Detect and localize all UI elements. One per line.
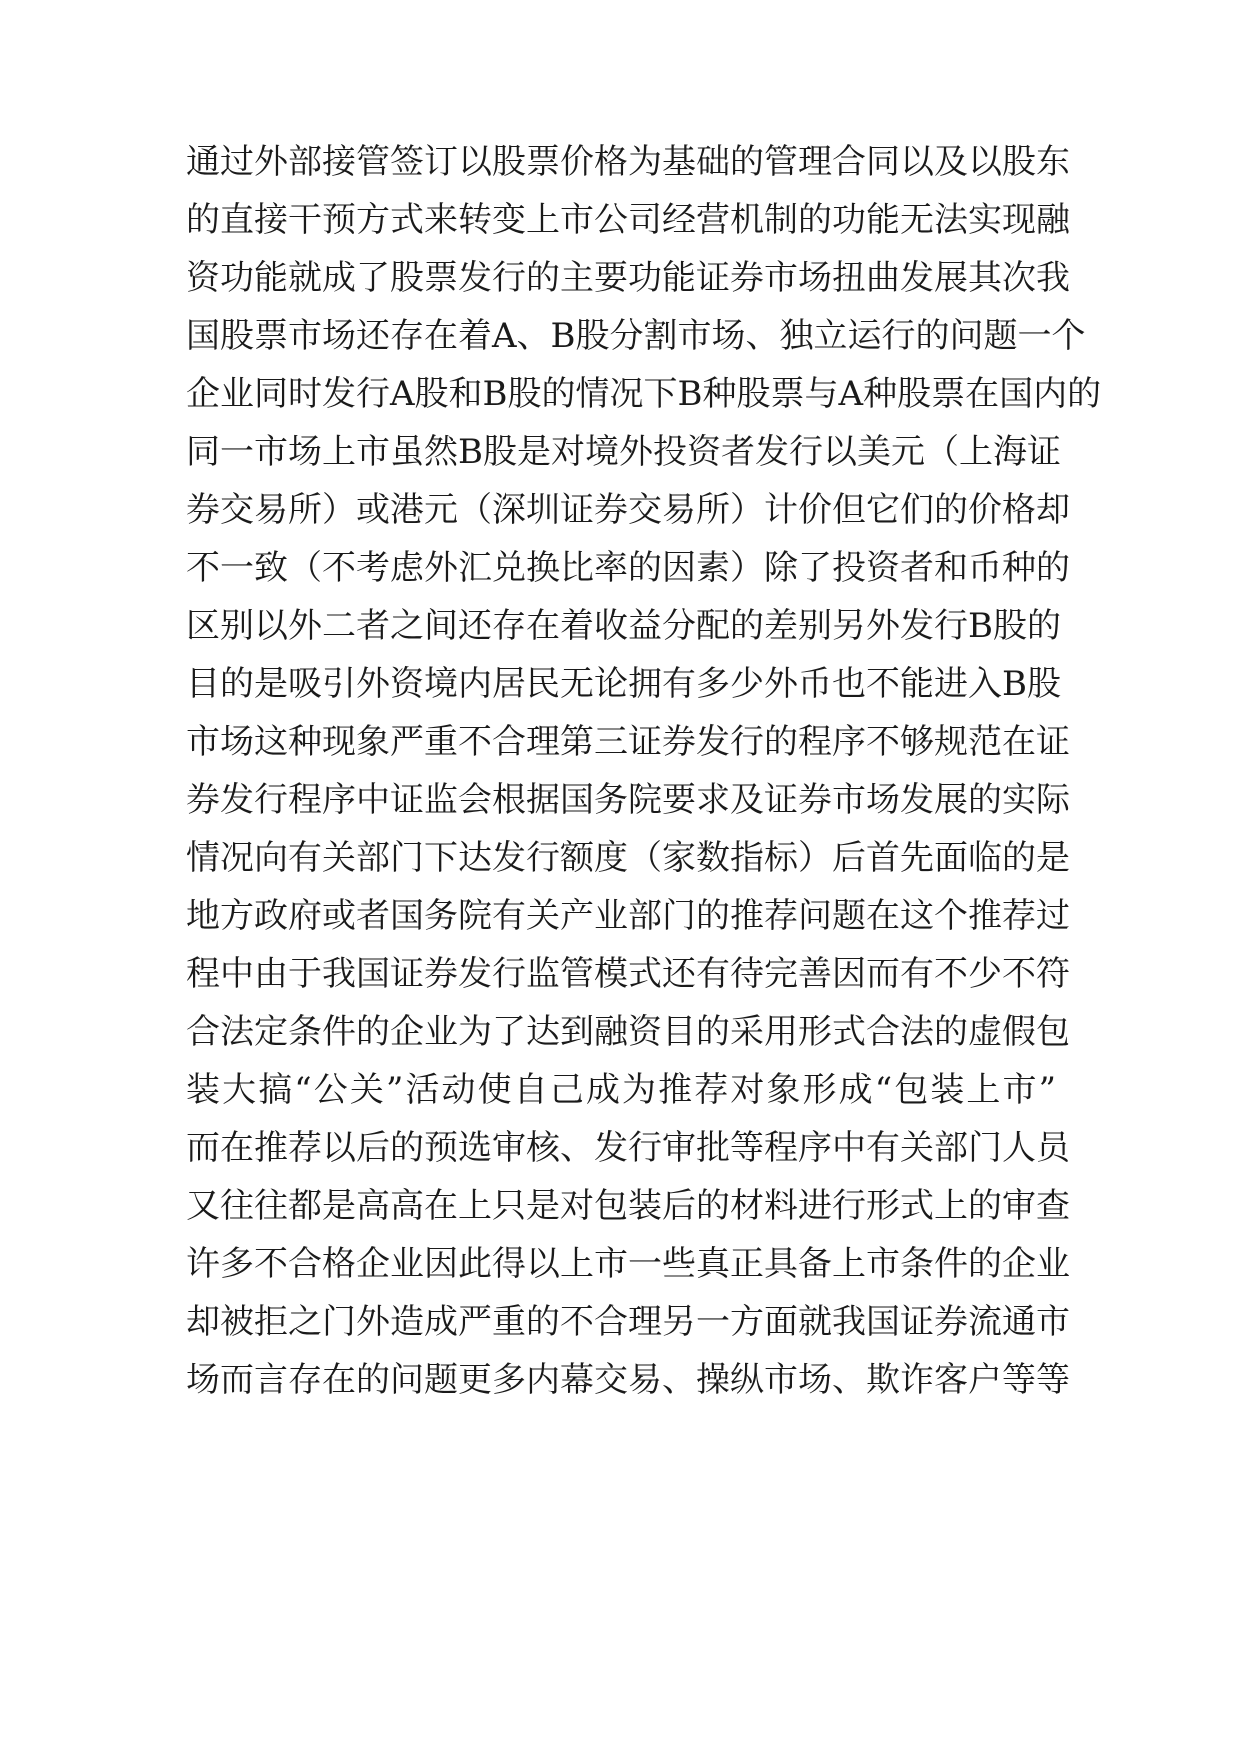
text-line: 场而言存在的问题更多内幕交易、操纵市场、欺诈客户等等: [186, 1360, 1070, 1400]
text-line: 不一致（不考虑外汇兑换比率的因素）除了投资者和币种的: [186, 548, 1070, 588]
text-line: 而在推荐以后的预选审核、发行审批等程序中有关部门人员: [186, 1128, 1070, 1168]
body-text: [186, 133, 1102, 1409]
text-line: 又往往都是高高在上只是对包装后的材料进行形式上的审查: [186, 1186, 1070, 1226]
text-line: 地方政府或者国务院有关产业部门的推荐问题在这个推荐过: [186, 896, 1070, 936]
text-line: 通过外部接管签订以股票价格为基础的管理合同以及以股东: [186, 142, 1070, 182]
text-line: 目的是吸引外资境内居民无论拥有多少外币也不能进入B股: [186, 664, 1061, 704]
text-line: 装大搞“公关”活动使自己成为推荐对象形成“包装上市”: [186, 1070, 1056, 1110]
text-line: 许多不合格企业因此得以上市一些真正具备上市条件的企业: [186, 1244, 1070, 1284]
text-line: 市场这种现象严重不合理第三证券发行的程序不够规范在证: [186, 722, 1070, 762]
text-line: 企业同时发行A股和B股的情况下B种股票与A种股票在国内的: [186, 374, 1102, 414]
text-line: 国股票市场还存在着A、B股分割市场、独立运行的问题一个: [186, 316, 1086, 356]
text-line: 区别以外二者之间还存在着收益分配的差别另外发行B股的: [186, 606, 1061, 646]
text-line: 合法定条件的企业为了达到融资目的采用形式合法的虚假包: [186, 1012, 1070, 1052]
text-line: 程中由于我国证券发行监管模式还有待完善因而有不少不符: [186, 954, 1070, 994]
text-line: 资功能就成了股票发行的主要功能证券市场扭曲发展其次我: [186, 258, 1070, 298]
text-line: 情况向有关部门下达发行额度（家数指标）后首先面临的是: [186, 838, 1070, 878]
text-line: 券交易所）或港元（深圳证券交易所）计价但它们的价格却: [186, 490, 1070, 530]
text-line: 的直接干预方式来转变上市公司经营机制的功能无法实现融: [186, 200, 1070, 240]
text-line: 券发行程序中证监会根据国务院要求及证券市场发展的实际: [186, 780, 1070, 820]
text-line: 却被拒之门外造成严重的不合理另一方面就我国证券流通市: [186, 1302, 1070, 1342]
text-line: 同一市场上市虽然B股是对境外投资者发行以美元（上海证: [186, 432, 1061, 472]
